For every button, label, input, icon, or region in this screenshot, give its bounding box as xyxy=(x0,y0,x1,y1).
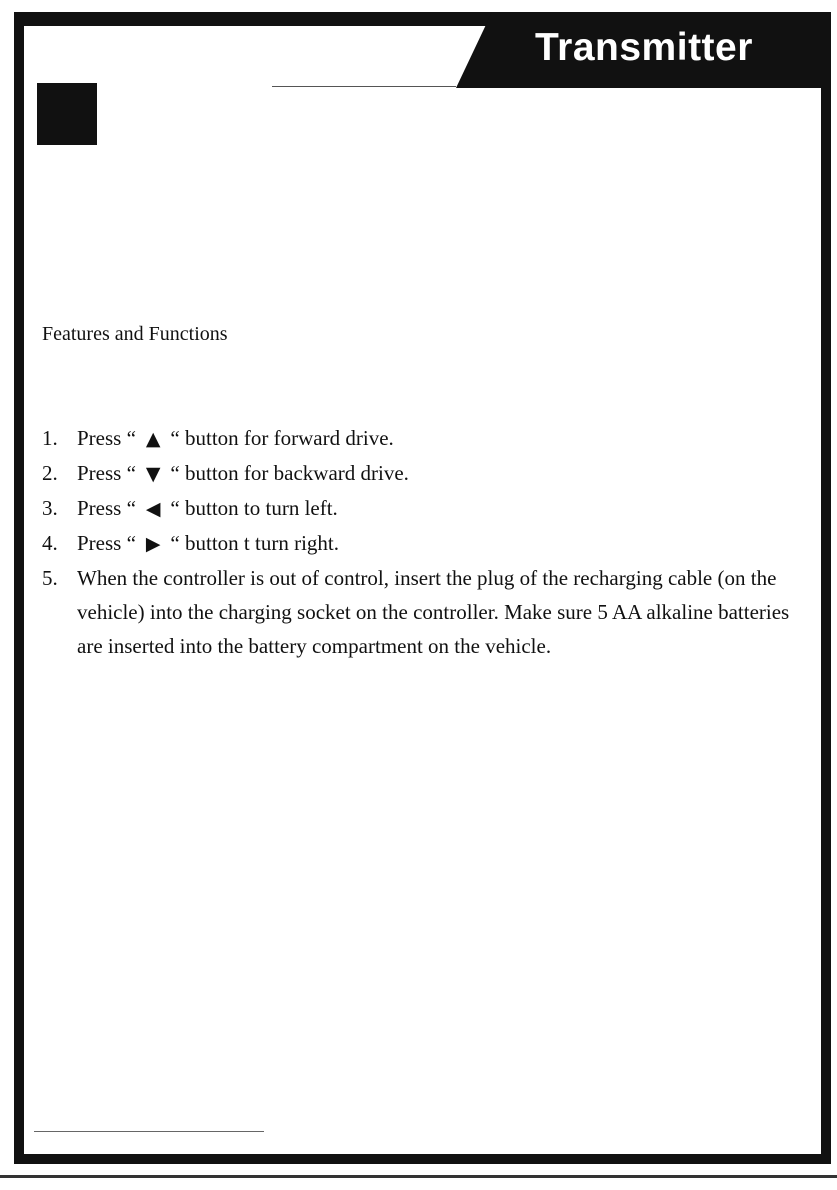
step-text-pre: Press “ xyxy=(77,531,136,555)
step-text: When the controller is out of control, insert the plug of the recharging cable (on the vehicle) into the charging socket on the controller. Make sure 5 AA alkaline batteries are inserted into the battery compartment on the vehicle. xyxy=(77,566,790,658)
step-number: 5. xyxy=(42,566,58,590)
list-item xyxy=(42,456,802,491)
step-text-pre: Press “ xyxy=(77,496,136,520)
step-number: 4. xyxy=(42,531,58,555)
header-rule xyxy=(272,86,456,87)
list-item xyxy=(42,561,802,663)
step-text-post: “ button for backward drive. xyxy=(170,461,409,485)
list-item xyxy=(42,526,802,561)
step-number: 2. xyxy=(42,461,58,485)
step-text-pre: Press “ xyxy=(77,426,136,450)
step-text-post: “ button for forward drive. xyxy=(170,426,394,450)
step-text-post: “ button t turn right. xyxy=(170,531,339,555)
step-text-post: “ button to turn left. xyxy=(170,496,338,520)
section-heading: Features and Functions xyxy=(42,323,228,345)
right-arrow-icon: ▶ xyxy=(145,533,161,555)
list-item xyxy=(42,421,802,456)
up-arrow-icon: ▲ xyxy=(145,428,161,450)
left-arrow-icon: ◀ xyxy=(145,498,161,520)
page-title: Transmitter xyxy=(535,26,753,69)
list-item xyxy=(42,491,802,526)
step-text-pre: Press “ xyxy=(77,461,136,485)
down-arrow-icon: ▼ xyxy=(145,463,161,485)
scan-edge-strip xyxy=(0,1175,837,1178)
footer-rule xyxy=(34,1131,264,1132)
instruction-list xyxy=(42,421,802,663)
step-number: 1. xyxy=(42,426,58,450)
section-block-marker xyxy=(37,83,97,145)
step-number: 3. xyxy=(42,496,58,520)
